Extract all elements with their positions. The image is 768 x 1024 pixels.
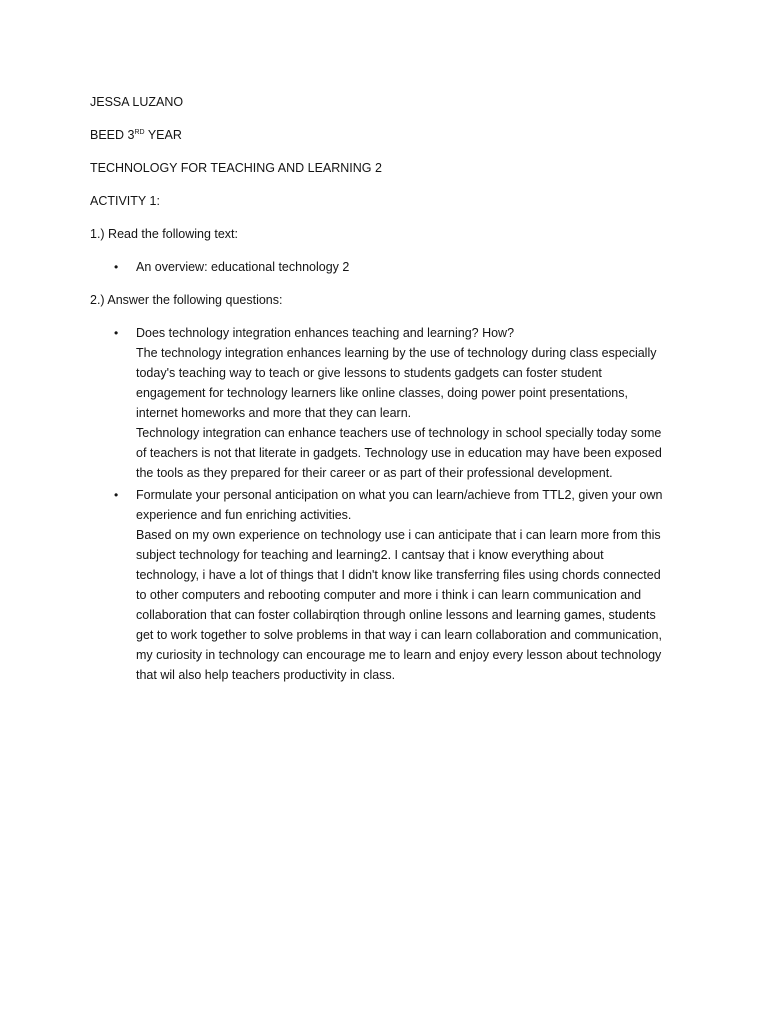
section2-heading: 2.) Answer the following questions: [90, 293, 283, 307]
question2-line: Formulate your personal anticipation on what you can learn/achieve from TTL2, given your own [136, 488, 663, 502]
course-prefix: BEED 3 [90, 128, 135, 142]
bullet-icon: • [114, 260, 119, 274]
course-suffix: YEAR [144, 128, 182, 142]
question2-line: collaboration that can foster collabirqtion through online lessons and learning games, students [136, 608, 656, 622]
bullet-icon: • [114, 488, 119, 502]
question2-line: experience and fun enriching activities. [136, 508, 352, 522]
question1-line: engagement for technology learners like online classes, doing power point presentations, [136, 386, 628, 400]
question2-line: to other computers and rebooting computer and more i think i can learn communication and [136, 588, 642, 602]
course-superscript: RD [134, 129, 145, 136]
question1-line: Does technology integration enhances teaching and learning? How? [136, 326, 515, 340]
bullet-icon: • [114, 326, 119, 340]
question2-line: that wil also help teachers productivity in class. [136, 668, 396, 682]
section1-item: An overview: educational technology 2 [136, 260, 350, 274]
question2-line: technology, i have a lot of things that I didn't know like transferring files using chords connected [136, 568, 661, 582]
question1-line: of teachers is not that literate in gadgets. Technology use in education may have been exposed [136, 446, 662, 460]
question2-line: subject technology for teaching and learning2. I cantsay that i know everything about [136, 548, 604, 562]
question1-block [136, 323, 696, 483]
question2-block [136, 485, 696, 685]
question1-line: Technology integration can enhance teachers use of technology in school specially today some [136, 426, 662, 440]
question2-line: Based on my own experience on technology use i can anticipate that i can learn more from this [136, 528, 661, 542]
question1-line: today's teaching way to teach or give lessons to students gadgets can foster student [136, 366, 602, 380]
subject-title: TECHNOLOGY FOR TEACHING AND LEARNING 2 [90, 161, 382, 175]
activity-title: ACTIVITY 1: [90, 194, 160, 208]
question1-line: internet homeworks and more that they can learn. [136, 406, 412, 420]
student-name: JESSA LUZANO [90, 95, 184, 109]
question1-line: the tools as they prepared for their career or as part of their professional development. [136, 466, 613, 480]
course-year [90, 127, 182, 143]
section1-heading: 1.) Read the following text: [90, 227, 238, 241]
question2-line: my curiosity in technology can encourage me to learn and enjoy every lesson about technology [136, 648, 662, 662]
question1-line: The technology integration enhances learning by the use of technology during class especially [136, 346, 657, 360]
question2-line: get to work together to solve problems in that way i can learn collaboration and communication, [136, 628, 662, 642]
